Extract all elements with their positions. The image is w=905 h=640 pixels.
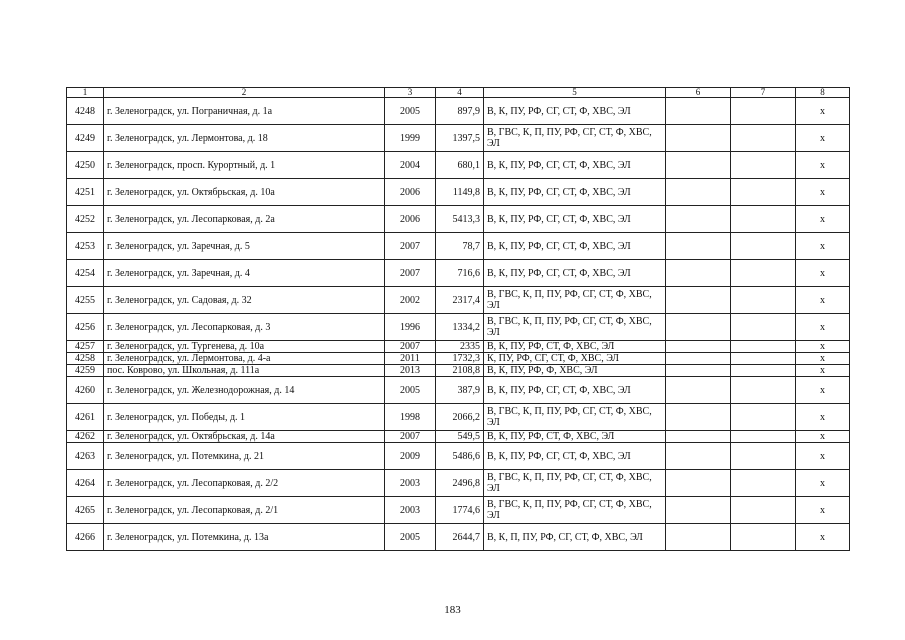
table-body — [67, 98, 850, 551]
utilities-cell: В, К, ПУ, РФ, Ф, ХВС, ЭЛ — [484, 365, 666, 377]
table-row — [67, 365, 850, 377]
housing-register-table — [66, 87, 850, 551]
year-cell: 2009 — [385, 443, 436, 470]
column-header: 5 — [484, 88, 666, 98]
utilities-cell: В, ГВС, К, П, ПУ, РФ, СГ, СТ, Ф, ХВС, ЭЛ — [484, 404, 666, 431]
column-6-cell — [666, 524, 731, 551]
column-7-cell — [731, 497, 796, 524]
table-row — [67, 377, 850, 404]
row-number-cell: 4255 — [67, 287, 104, 314]
year-cell: 2003 — [385, 470, 436, 497]
table-row — [67, 443, 850, 470]
column-7-cell — [731, 443, 796, 470]
column-6-cell — [666, 206, 731, 233]
address-cell: г. Зеленоградск, ул. Потемкина, д. 21 — [104, 443, 385, 470]
address-cell: г. Зеленоградск, ул. Лесопарковая, д. 2а — [104, 206, 385, 233]
year-cell: 2007 — [385, 341, 436, 353]
column-7-cell — [731, 98, 796, 125]
area-cell: 1732,3 — [436, 353, 484, 365]
column-8-cell: х — [796, 443, 850, 470]
column-7-cell — [731, 125, 796, 152]
column-header: 7 — [731, 88, 796, 98]
utilities-cell: В, К, ПУ, РФ, СТ, Ф, ХВС, ЭЛ — [484, 431, 666, 443]
area-cell: 1397,5 — [436, 125, 484, 152]
column-8-cell: х — [796, 152, 850, 179]
year-cell: 2002 — [385, 287, 436, 314]
address-cell: г. Зеленоградск, ул. Пограничная, д. 1а — [104, 98, 385, 125]
row-number-cell: 4265 — [67, 497, 104, 524]
row-number-cell: 4256 — [67, 314, 104, 341]
column-8-cell: х — [796, 377, 850, 404]
year-cell: 2007 — [385, 260, 436, 287]
utilities-cell: В, К, ПУ, РФ, СГ, СТ, Ф, ХВС, ЭЛ — [484, 233, 666, 260]
column-6-cell — [666, 152, 731, 179]
row-number-cell: 4266 — [67, 524, 104, 551]
column-7-cell — [731, 365, 796, 377]
column-header: 6 — [666, 88, 731, 98]
year-cell: 1996 — [385, 314, 436, 341]
table-row — [67, 404, 850, 431]
area-cell: 2496,8 — [436, 470, 484, 497]
utilities-cell: В, ГВС, К, П, ПУ, РФ, СГ, СТ, Ф, ХВС, ЭЛ — [484, 287, 666, 314]
utilities-cell: В, К, ПУ, РФ, СГ, СТ, Ф, ХВС, ЭЛ — [484, 152, 666, 179]
table-row — [67, 431, 850, 443]
area-cell: 1334,2 — [436, 314, 484, 341]
column-header: 8 — [796, 88, 850, 98]
table-row — [67, 206, 850, 233]
area-cell: 2066,2 — [436, 404, 484, 431]
column-7-cell — [731, 353, 796, 365]
address-cell: г. Зеленоградск, ул. Октябрьская, д. 10а — [104, 179, 385, 206]
area-cell: 2317,4 — [436, 287, 484, 314]
table-row — [67, 353, 850, 365]
column-8-cell: х — [796, 287, 850, 314]
column-7-cell — [731, 470, 796, 497]
address-cell: г. Зеленоградск, ул. Лермонтова, д. 18 — [104, 125, 385, 152]
utilities-cell: В, К, ПУ, РФ, СГ, СТ, Ф, ХВС, ЭЛ — [484, 260, 666, 287]
column-7-cell — [731, 179, 796, 206]
year-cell: 2005 — [385, 524, 436, 551]
address-cell: г. Зеленоградск, ул. Лермонтова, д. 4-а — [104, 353, 385, 365]
row-number-cell: 4258 — [67, 353, 104, 365]
column-8-cell: х — [796, 98, 850, 125]
address-cell: г. Зеленоградск, ул. Лесопарковая, д. 3 — [104, 314, 385, 341]
column-6-cell — [666, 260, 731, 287]
column-8-cell: х — [796, 470, 850, 497]
year-cell: 1999 — [385, 125, 436, 152]
address-cell: г. Зеленоградск, ул. Заречная, д. 4 — [104, 260, 385, 287]
column-6-cell — [666, 98, 731, 125]
area-cell: 1774,6 — [436, 497, 484, 524]
year-cell: 2005 — [385, 98, 436, 125]
column-7-cell — [731, 524, 796, 551]
column-6-cell — [666, 443, 731, 470]
column-8-cell: х — [796, 260, 850, 287]
column-6-cell — [666, 125, 731, 152]
year-cell: 2011 — [385, 353, 436, 365]
row-number-cell: 4263 — [67, 443, 104, 470]
utilities-cell: В, К, ПУ, РФ, СТ, Ф, ХВС, ЭЛ — [484, 341, 666, 353]
area-cell: 897,9 — [436, 98, 484, 125]
utilities-cell: В, К, ПУ, РФ, СГ, СТ, Ф, ХВС, ЭЛ — [484, 179, 666, 206]
row-number-cell: 4253 — [67, 233, 104, 260]
column-8-cell: х — [796, 524, 850, 551]
table-row — [67, 98, 850, 125]
column-7-cell — [731, 377, 796, 404]
column-8-cell: х — [796, 431, 850, 443]
row-number-cell: 4251 — [67, 179, 104, 206]
column-8-cell: х — [796, 497, 850, 524]
area-cell: 680,1 — [436, 152, 484, 179]
utilities-cell: В, К, ПУ, РФ, СГ, СТ, Ф, ХВС, ЭЛ — [484, 98, 666, 125]
row-number-cell: 4254 — [67, 260, 104, 287]
column-7-cell — [731, 287, 796, 314]
column-8-cell: х — [796, 206, 850, 233]
area-cell: 716,6 — [436, 260, 484, 287]
column-8-cell: х — [796, 365, 850, 377]
table-row — [67, 314, 850, 341]
row-number-cell: 4259 — [67, 365, 104, 377]
year-cell: 2007 — [385, 233, 436, 260]
area-cell: 5413,3 — [436, 206, 484, 233]
column-8-cell: х — [796, 179, 850, 206]
address-cell: г. Зеленоградск, ул. Лесопарковая, д. 2/1 — [104, 497, 385, 524]
column-6-cell — [666, 341, 731, 353]
column-6-cell — [666, 287, 731, 314]
row-number-cell: 4248 — [67, 98, 104, 125]
column-6-cell — [666, 470, 731, 497]
address-cell: г. Зеленоградск, ул. Заречная, д. 5 — [104, 233, 385, 260]
column-6-cell — [666, 314, 731, 341]
utilities-cell: В, К, ПУ, РФ, СГ, СТ, Ф, ХВС, ЭЛ — [484, 206, 666, 233]
row-number-cell: 4260 — [67, 377, 104, 404]
column-6-cell — [666, 377, 731, 404]
year-cell: 2003 — [385, 497, 436, 524]
year-cell: 2006 — [385, 206, 436, 233]
table-row — [67, 497, 850, 524]
row-number-cell: 4262 — [67, 431, 104, 443]
column-7-cell — [731, 314, 796, 341]
utilities-cell: В, К, ПУ, РФ, СГ, СТ, Ф, ХВС, ЭЛ — [484, 377, 666, 404]
address-cell: г. Зеленоградск, ул. Октябрьская, д. 14а — [104, 431, 385, 443]
column-7-cell — [731, 341, 796, 353]
column-7-cell — [731, 431, 796, 443]
area-cell: 387,9 — [436, 377, 484, 404]
row-number-cell: 4257 — [67, 341, 104, 353]
column-6-cell — [666, 497, 731, 524]
utilities-cell: В, ГВС, К, П, ПУ, РФ, СГ, СТ, Ф, ХВС, ЭЛ — [484, 470, 666, 497]
table-row — [67, 260, 850, 287]
year-cell: 2013 — [385, 365, 436, 377]
column-8-cell: х — [796, 341, 850, 353]
area-cell: 549,5 — [436, 431, 484, 443]
utilities-cell: К, ПУ, РФ, СГ, СТ, Ф, ХВС, ЭЛ — [484, 353, 666, 365]
utilities-cell: В, ГВС, К, П, ПУ, РФ, СГ, СТ, Ф, ХВС, ЭЛ — [484, 497, 666, 524]
column-8-cell: х — [796, 314, 850, 341]
area-cell: 2108,8 — [436, 365, 484, 377]
address-cell: г. Зеленоградск, ул. Потемкина, д. 13а — [104, 524, 385, 551]
column-6-cell — [666, 179, 731, 206]
row-number-cell: 4261 — [67, 404, 104, 431]
table-row — [67, 287, 850, 314]
address-cell: пос. Коврово, ул. Школьная, д. 111а — [104, 365, 385, 377]
address-cell: г. Зеленоградск, ул. Железнодорожная, д. 14 — [104, 377, 385, 404]
column-7-cell — [731, 206, 796, 233]
row-number-cell: 4264 — [67, 470, 104, 497]
column-6-cell — [666, 404, 731, 431]
column-7-cell — [731, 233, 796, 260]
year-cell: 2004 — [385, 152, 436, 179]
column-number-row — [67, 88, 850, 98]
area-cell: 1149,8 — [436, 179, 484, 206]
column-7-cell — [731, 404, 796, 431]
column-8-cell: х — [796, 404, 850, 431]
table-row — [67, 524, 850, 551]
column-6-cell — [666, 431, 731, 443]
page-number: 183 — [444, 604, 461, 616]
row-number-cell: 4249 — [67, 125, 104, 152]
area-cell: 2335 — [436, 341, 484, 353]
area-cell: 78,7 — [436, 233, 484, 260]
table-row — [67, 233, 850, 260]
address-cell: г. Зеленоградск, ул. Тургенева, д. 10а — [104, 341, 385, 353]
address-cell: г. Зеленоградск, ул. Садовая, д. 32 — [104, 287, 385, 314]
address-cell: г. Зеленоградск, ул. Победы, д. 1 — [104, 404, 385, 431]
year-cell: 2007 — [385, 431, 436, 443]
column-7-cell — [731, 260, 796, 287]
year-cell: 1998 — [385, 404, 436, 431]
table-row — [67, 152, 850, 179]
column-header: 1 — [67, 88, 104, 98]
column-8-cell: х — [796, 125, 850, 152]
table-row — [67, 179, 850, 206]
column-header: 4 — [436, 88, 484, 98]
utilities-cell: В, К, П, ПУ, РФ, СГ, СТ, Ф, ХВС, ЭЛ — [484, 524, 666, 551]
column-header: 3 — [385, 88, 436, 98]
area-cell: 2644,7 — [436, 524, 484, 551]
year-cell: 2005 — [385, 377, 436, 404]
row-number-cell: 4250 — [67, 152, 104, 179]
address-cell: г. Зеленоградск, ул. Лесопарковая, д. 2/2 — [104, 470, 385, 497]
utilities-cell: В, К, ПУ, РФ, СГ, СТ, Ф, ХВС, ЭЛ — [484, 443, 666, 470]
column-6-cell — [666, 233, 731, 260]
column-6-cell — [666, 353, 731, 365]
column-8-cell: х — [796, 233, 850, 260]
table-row — [67, 341, 850, 353]
utilities-cell: В, ГВС, К, П, ПУ, РФ, СГ, СТ, Ф, ХВС, ЭЛ — [484, 125, 666, 152]
row-number-cell: 4252 — [67, 206, 104, 233]
column-7-cell — [731, 152, 796, 179]
year-cell: 2006 — [385, 179, 436, 206]
column-header: 2 — [104, 88, 385, 98]
utilities-cell: В, ГВС, К, П, ПУ, РФ, СГ, СТ, Ф, ХВС, ЭЛ — [484, 314, 666, 341]
table-row — [67, 125, 850, 152]
column-8-cell: х — [796, 353, 850, 365]
area-cell: 5486,6 — [436, 443, 484, 470]
table-row — [67, 470, 850, 497]
address-cell: г. Зеленоградск, просп. Курортный, д. 1 — [104, 152, 385, 179]
column-6-cell — [666, 365, 731, 377]
